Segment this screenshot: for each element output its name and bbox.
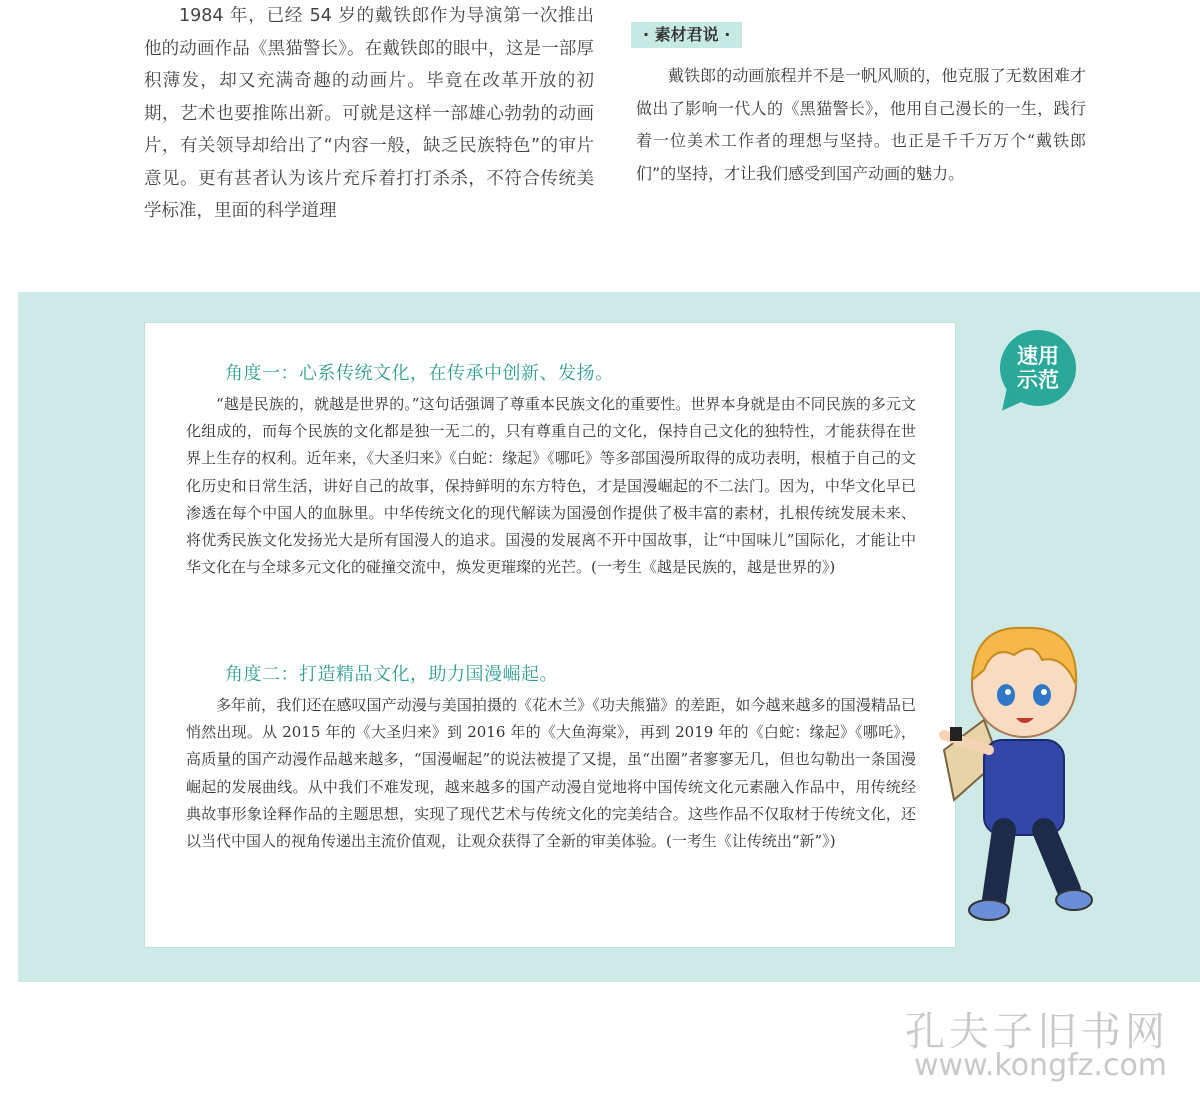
watermark-url: www.kongfz.com bbox=[914, 1048, 1168, 1083]
section-1-title: 角度一：心系传统文化，在传承中创新、发扬。 bbox=[225, 363, 614, 384]
section-2-title: 角度二：打造精品文化，助力国漫崛起。 bbox=[225, 664, 558, 685]
quick-use-badge bbox=[1000, 330, 1076, 406]
badge-line-2: 示范 bbox=[1017, 368, 1059, 392]
watermark-title: 孔夫子旧书网 bbox=[905, 1009, 1169, 1055]
top-right-paragraph: 戴铁郎的动画旅程并不是一帆风顺的，他克服了无数困难才做出了影响一代人的《黑猫警长》，他用自己漫长的一生，践行着一位美术工作者的理想与坚持。也正是千千万万个“戴铁郎们”的坚持，才让我们感受到国产动画的魅力。 bbox=[636, 66, 1086, 183]
badge-line-1: 速用 bbox=[1017, 344, 1059, 368]
section-2-body: 多年前，我们还在感叹国产动漫与美国拍摄的《花木兰》《功夫熊猫》的差距，如今越来越多的国漫精品已悄然出现。从 2015 年的《大圣归来》到 2016 年的《大鱼海棠》，再到 2019 年的《白蛇：缘起》《哪吒》，高质量的国产动漫作品越来越多，“国漫崛起”的说法被提了又提，虽“出圈”者寥寥无几，但也勾勒出一条国漫崛起的发展曲线。从中我们不难发现，越来越多的国产动漫自觉地将中国传统文化元素融入作品中，用传统经典故事形象诠释作品的主题思想，实现了现代艺术与传统文化的完美结合。这些作品不仅取材于传统文化，还以当代中国人的视角传递出主流价值观，让观众获得了全新的审美体验。(一考生《让传统出“新”》) bbox=[186, 696, 916, 851]
mascot-illustration bbox=[924, 600, 1104, 940]
section-1-body: “越是民族的，就越是世界的。”这句话强调了尊重本民族文化的重要性。世界本身就是由不同民族的多元文化组成的，而每个民族的文化都是独一无二的，只有尊重自己的文化，保持自己文化的独特性，才能获得在世界上生存的权利。近年来，《大圣归来》《白蛇：缘起》《哪吒》等多部国漫所取得的成功表明，根植于自己的文化历史和日常生活，讲好自己的故事，保持鲜明的东方特色，才是国漫崛起的不二法门。因为，中华文化早已渗透在每个中国人的血脉里。中华传统文化的现代解读为国漫创作提供了极丰富的素材，扎根传统发展未来、将优秀民族文化发扬光大是所有国漫人的追求。国漫的发展离不开中国故事，让“中国味儿”国际化，才能让中华文化在与全球多元文化的碰撞交流中，焕发更璀璨的光芒。(一考生《越是民族的，越是世界的》) bbox=[186, 395, 916, 577]
material-tag: · 素材君说 · bbox=[631, 22, 742, 48]
top-left-paragraph: 1984 年，已经 54 岁的戴铁郎作为导演第一次推出他的动画作品《黑猫警长》。在戴铁郎的眼中，这是一部厚积薄发，却又充满奇趣的动画片。毕竟在改革开放的初期，艺术也要推陈出新。可就是这样一部雄心勃勃的动画片，有关领导却给出了“内容一般，缺乏民族特色”的审片意见。更有甚者认为该片充斥着打打杀杀，不符合传统美学标准，里面的科学道理 bbox=[144, 6, 594, 221]
